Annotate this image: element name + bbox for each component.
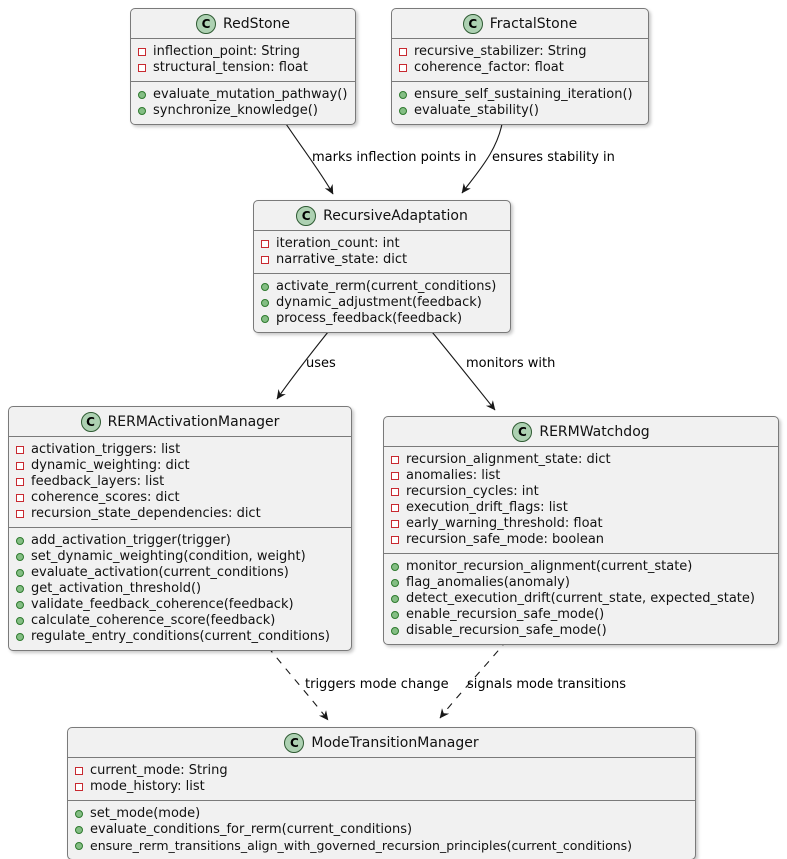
- attribute-text: current_mode: String: [90, 763, 228, 778]
- method-text: ensure_rerm_transitions_align_with_governed_recursion_principles(current_conditions): [90, 838, 633, 853]
- field-icon: [391, 488, 399, 496]
- method-text: flag_anomalies(anomaly): [406, 575, 570, 590]
- method-text: dynamic_adjustment(feedback): [276, 295, 482, 310]
- method-row: [75, 822, 688, 838]
- method-text: process_feedback(feedback): [276, 311, 463, 326]
- class-recursiveadaptation: [253, 200, 511, 333]
- method-icon: [261, 315, 269, 323]
- attribute-row: [261, 236, 503, 252]
- edge-label-signals-mode-transitions: signals mode transitions: [467, 677, 627, 692]
- field-icon: [391, 472, 399, 480]
- method-row: [391, 623, 771, 639]
- attributes-section: [392, 39, 648, 82]
- edge-label-monitors-with: monitors with: [466, 356, 556, 371]
- class-name: ModeTransitionManager: [311, 734, 479, 751]
- method-row: [391, 575, 771, 591]
- attribute-text: inflection_point: String: [153, 44, 301, 59]
- attribute-row: [138, 44, 348, 60]
- field-icon: [391, 520, 399, 528]
- method-text: evaluate_mutation_pathway(): [153, 87, 348, 102]
- method-text: evaluate_stability(): [414, 103, 539, 118]
- attribute-row: [75, 763, 688, 779]
- method-icon: [138, 91, 146, 99]
- method-icon: [391, 627, 399, 635]
- class-title-bar: [384, 417, 778, 447]
- method-text: evaluate_conditions_for_rerm(current_conditions): [90, 822, 413, 837]
- class-title-bar: [9, 407, 351, 437]
- methods-section: [384, 554, 778, 644]
- method-text: detect_execution_drift(current_state, expected_state): [406, 591, 755, 606]
- methods-section: [9, 528, 351, 650]
- class-name: RedStone: [222, 15, 291, 32]
- class-icon: C: [81, 412, 101, 432]
- attributes-section: [254, 231, 510, 274]
- method-icon: [399, 107, 407, 115]
- attribute-row: [16, 474, 344, 490]
- method-icon: [16, 585, 24, 593]
- method-text: set_dynamic_weighting(condition, weight): [31, 549, 306, 564]
- attribute-text: narrative_state: dict: [276, 252, 408, 267]
- method-icon: [16, 553, 24, 561]
- class-name: RERMWatchdog: [539, 423, 650, 440]
- attribute-text: structural_tension: float: [153, 60, 308, 75]
- attribute-text: early_warning_threshold: float: [406, 516, 603, 531]
- class-icon: C: [463, 14, 483, 34]
- method-icon: [138, 107, 146, 115]
- field-icon: [75, 783, 83, 791]
- method-text: monitor_recursion_alignment(current_state): [406, 559, 693, 574]
- method-row: [138, 103, 348, 119]
- attribute-row: [399, 60, 641, 76]
- method-icon: [16, 617, 24, 625]
- attribute-row: [391, 516, 771, 532]
- attribute-row: [391, 484, 771, 500]
- attribute-text: dynamic_weighting: dict: [31, 458, 190, 473]
- method-icon: [75, 810, 83, 818]
- method-row: [16, 565, 344, 581]
- class-name: FractalStone: [489, 15, 578, 32]
- attribute-text: execution_drift_flags: list: [406, 500, 568, 515]
- attribute-text: mode_history: list: [90, 779, 205, 794]
- method-text: synchronize_knowledge(): [153, 103, 318, 118]
- method-icon: [391, 563, 399, 571]
- attribute-text: recursion_state_dependencies: dict: [31, 506, 261, 521]
- method-icon: [261, 283, 269, 291]
- method-row: [391, 559, 771, 575]
- method-row: [261, 311, 503, 327]
- method-text: add_activation_trigger(trigger): [31, 533, 231, 548]
- method-icon: [75, 842, 83, 850]
- method-icon: [16, 633, 24, 641]
- attribute-row: [399, 44, 641, 60]
- attribute-text: recursion_alignment_state: dict: [406, 452, 611, 467]
- method-row: [391, 591, 771, 607]
- class-rermwatchdog: [383, 416, 779, 645]
- field-icon: [16, 446, 24, 454]
- method-icon: [261, 299, 269, 307]
- field-icon: [16, 494, 24, 502]
- method-text: ensure_self_sustaining_iteration(): [414, 87, 633, 102]
- attribute-text: anomalies: list: [406, 468, 501, 483]
- class-redstone: [130, 8, 356, 125]
- attribute-text: recursive_stabilizer: String: [414, 44, 587, 59]
- attribute-text: coherence_factor: float: [414, 60, 564, 75]
- method-icon: [391, 579, 399, 587]
- edge-label-uses: uses: [306, 356, 336, 371]
- field-icon: [138, 48, 146, 56]
- methods-section: [392, 82, 648, 124]
- class-name: RecursiveAdaptation: [323, 207, 468, 224]
- method-text: regulate_entry_conditions(current_conditions): [31, 629, 330, 644]
- field-icon: [399, 64, 407, 72]
- attributes-section: [384, 447, 778, 554]
- attribute-row: [75, 779, 688, 795]
- attribute-text: recursion_cycles: int: [406, 484, 539, 499]
- method-row: [261, 295, 503, 311]
- edge-label-triggers-mode-change: triggers mode change: [305, 677, 449, 692]
- attribute-text: iteration_count: int: [276, 236, 400, 251]
- method-row: [16, 533, 344, 549]
- field-icon: [16, 510, 24, 518]
- method-row: [399, 87, 641, 103]
- method-icon: [391, 611, 399, 619]
- attribute-text: recursion_safe_mode: boolean: [406, 532, 605, 547]
- method-icon: [16, 537, 24, 545]
- class-rermactivationmanager: [8, 406, 352, 651]
- attributes-section: [9, 437, 351, 528]
- class-fractalstone: [391, 8, 649, 125]
- class-icon: C: [512, 422, 532, 442]
- method-icon: [75, 826, 83, 834]
- class-icon: C: [196, 14, 216, 34]
- class-title-bar: [131, 9, 355, 39]
- method-text: evaluate_activation(current_conditions): [31, 565, 289, 580]
- method-row: [391, 607, 771, 623]
- field-icon: [75, 767, 83, 775]
- method-row: [399, 103, 641, 119]
- field-icon: [391, 456, 399, 464]
- methods-section: [68, 801, 695, 859]
- method-row: [138, 87, 348, 103]
- method-text: activate_rerm(current_conditions): [276, 279, 497, 294]
- class-title-bar: [254, 201, 510, 231]
- field-icon: [391, 504, 399, 512]
- method-row: [261, 279, 503, 295]
- class-icon: C: [284, 733, 304, 753]
- method-text: calculate_coherence_score(feedback): [31, 613, 276, 628]
- method-text: enable_recursion_safe_mode(): [406, 607, 605, 622]
- attribute-row: [138, 60, 348, 76]
- field-icon: [138, 64, 146, 72]
- attribute-row: [391, 468, 771, 484]
- edge-label-ensures-stability-in: ensures stability in: [492, 150, 615, 165]
- method-text: validate_feedback_coherence(feedback): [31, 597, 294, 612]
- attributes-section: [131, 39, 355, 82]
- attribute-row: [16, 490, 344, 506]
- method-icon: [16, 569, 24, 577]
- class-icon: C: [296, 206, 316, 226]
- methods-section: [131, 82, 355, 124]
- methods-section: [254, 274, 510, 332]
- class-modetransitionmanager: [67, 727, 696, 859]
- method-row: [75, 838, 688, 854]
- method-row: [16, 549, 344, 565]
- attribute-row: [391, 532, 771, 548]
- field-icon: [261, 256, 269, 264]
- attributes-section: [68, 758, 695, 801]
- method-row: [75, 806, 688, 822]
- method-text: get_activation_threshold(): [31, 581, 202, 596]
- attribute-text: activation_triggers: list: [31, 442, 181, 457]
- method-icon: [391, 595, 399, 603]
- class-title-bar: [68, 728, 695, 758]
- method-text: set_mode(mode): [90, 806, 201, 821]
- attribute-row: [391, 452, 771, 468]
- attribute-row: [391, 500, 771, 516]
- class-title-bar: [392, 9, 648, 39]
- method-icon: [16, 601, 24, 609]
- attribute-text: feedback_layers: list: [31, 474, 165, 489]
- method-row: [16, 581, 344, 597]
- field-icon: [391, 536, 399, 544]
- field-icon: [16, 462, 24, 470]
- attribute-row: [16, 442, 344, 458]
- field-icon: [16, 478, 24, 486]
- attribute-row: [261, 252, 503, 268]
- method-text: disable_recursion_safe_mode(): [406, 623, 607, 638]
- method-icon: [399, 91, 407, 99]
- attribute-text: coherence_scores: dict: [31, 490, 180, 505]
- method-row: [16, 597, 344, 613]
- field-icon: [261, 240, 269, 248]
- class-name: RERMActivationManager: [107, 413, 280, 430]
- attribute-row: [16, 506, 344, 522]
- method-row: [16, 629, 344, 645]
- edge-label-marks-inflection-points-in: marks inflection points in: [312, 150, 477, 165]
- method-row: [16, 613, 344, 629]
- attribute-row: [16, 458, 344, 474]
- field-icon: [399, 48, 407, 56]
